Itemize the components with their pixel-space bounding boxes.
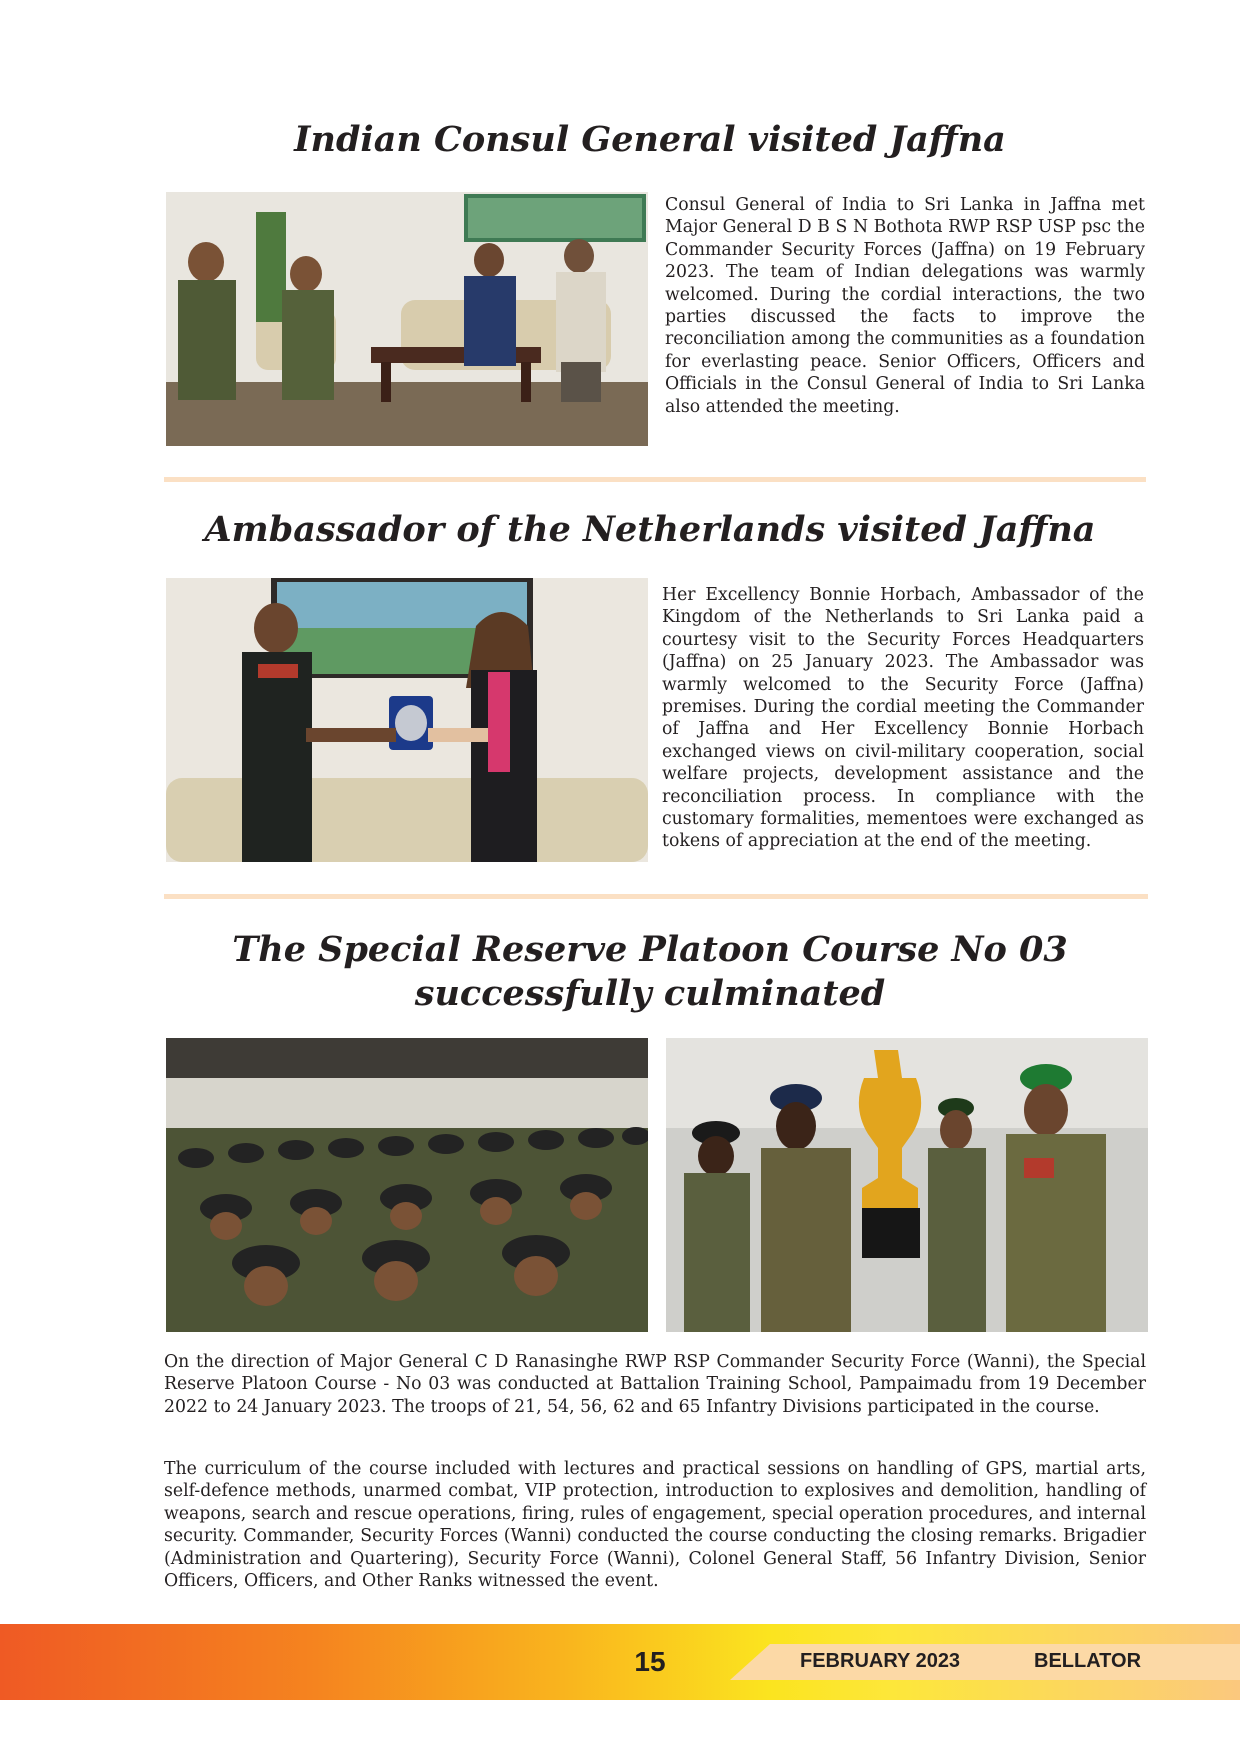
article-3-title-line-2: successfully culminated bbox=[414, 973, 886, 1014]
section-separator-1 bbox=[164, 477, 1146, 482]
page-number: 15 bbox=[634, 1646, 666, 1677]
article-3-photo-troops bbox=[166, 1038, 648, 1332]
memento-exchange-graphic bbox=[166, 578, 648, 862]
section-separator-2 bbox=[164, 894, 1148, 899]
trophy-presentation-graphic bbox=[666, 1038, 1148, 1332]
article-1-body: Consul General of India to Sri Lanka in Jaffna met Major General D B S N Bothota RWP RSP USP psc the Commander Security Forces (Jaffna) on 19 February 2023. The team of Indian delegations was warmly welcomed. During the cordial interactions, the two parties discussed the facts to improve the reconciliation among the communities as a foundation for everlasting peace. Senior Officers, Officers and Officials in the Consul General of India to Sri Lanka also attended the meeting. bbox=[665, 195, 1145, 417]
article-2-title: Ambassador of the Netherlands visited Jaffna bbox=[204, 509, 1096, 550]
article-3-body-2: The curriculum of the course included with lectures and practical sessions on handling of GPS, martial arts, self-defence methods, unarmed combat, VIP protection, introduction to explosives and demolition, handling of weapons, search and rescue operations, firing, rules of engagement, special operation procedures, and internal security. Commander, Security Forces (Wanni) conducted the course conducting the closing remarks. Brigadier (Administration and Quartering), Security Force (Wanni), Colonel General Staff, 56 Infantry Division, Senior Officers, Officers, and Other Ranks witnessed the event. bbox=[164, 1459, 1146, 1592]
article-3-title-line-1: The Special Reserve Platoon Course No 03 bbox=[232, 929, 1068, 970]
issue-date: FEBRUARY 2023 bbox=[800, 1650, 961, 1672]
page-footer bbox=[0, 1624, 1240, 1700]
magazine-name: BELLATOR bbox=[1034, 1650, 1142, 1672]
article-3-photo-trophy bbox=[666, 1038, 1148, 1332]
article-3-body-1: On the direction of Major General C D Ranasinghe RWP RSP Commander Security Force (Wanni), the Special Reserve Platoon Course - No 03 was conducted at Battalion Training School, Pampaimadu from 19 December 2022 to 24 January 2023. The troops of 21, 54, 56, 62 and 65 Infantry Divisions participated in the course. bbox=[164, 1352, 1146, 1417]
article-1-title: Indian Consul General visited Jaffna bbox=[294, 119, 1006, 160]
article-2-photo bbox=[166, 578, 648, 862]
meeting-photo-graphic bbox=[166, 192, 648, 446]
article-1-photo bbox=[166, 192, 648, 446]
seated-troops-graphic bbox=[166, 1038, 648, 1332]
article-2-body: Her Excellency Bonnie Horbach, Ambassador of the Kingdom of the Netherlands to Sri Lanka paid a courtesy visit to the Security Forces Headquarters (Jaffna) on 25 January 2023. The Ambassador was warmly welcomed to the Security Force (Jaffna) premises. During the cordial meeting the Commander of Jaffna and Her Excellency Bonnie Horbach exchanged views on civil-military cooperation, social welfare projects, development assistance and the reconciliation process. In compliance with the customary formalities, mementoes were exchanged as tokens of appreciation at the end of the meeting. bbox=[662, 585, 1144, 852]
